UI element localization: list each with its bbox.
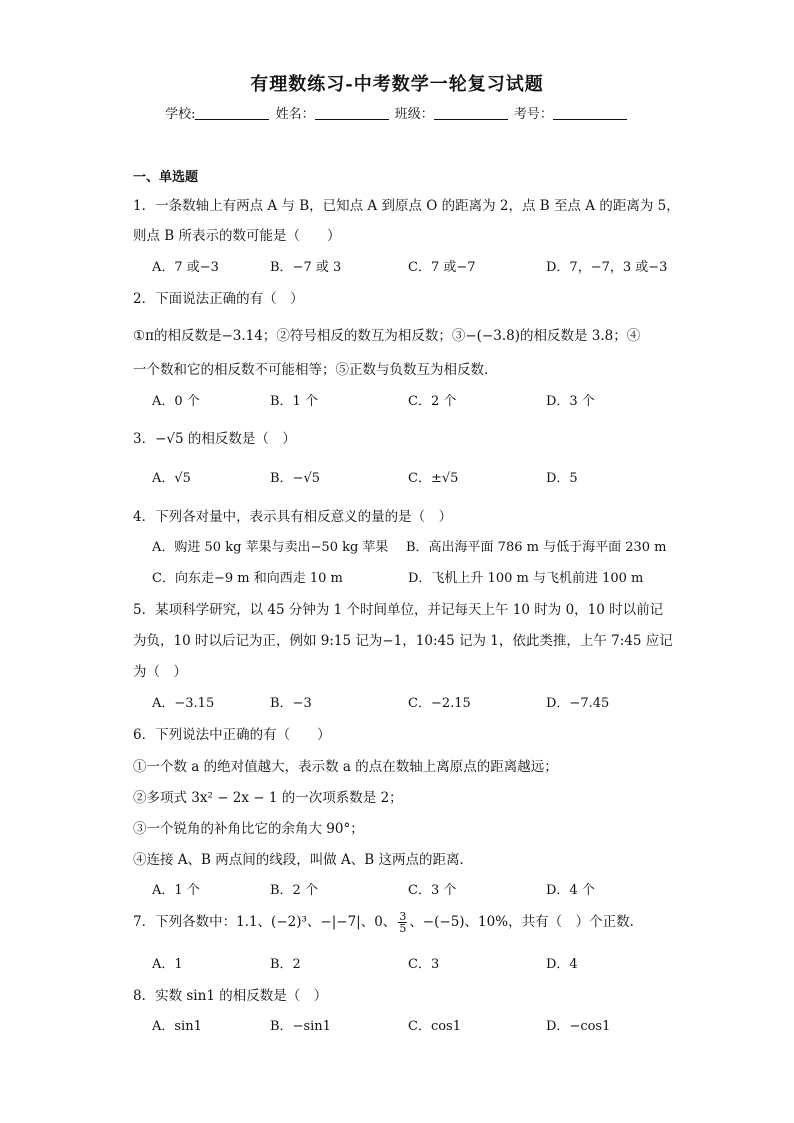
question-7-text-before: 7．下列各数中：1.1、(−2)³、−|−7|、0、 [133,914,397,930]
question-1-option-b: B．−7 或 3 [270,260,342,275]
question-7-option-a: A．1 [152,957,183,972]
question-6-line-4: ③一个锐角的补角比它的余角大 90°； [133,821,364,837]
question-2-line-2: ①π的相反数是−3.14；②符号相反的数互为相反数；③−(−3.8)的相反数是 3.8；④ [133,328,641,344]
school-label: 学校: [165,107,196,122]
question-5-option-a: A．−3.15 [152,696,215,711]
student-info-row [0,103,794,122]
question-4-line-1: 4．下列各对量中，表示具有相反意义的量的是（ ） [133,509,453,525]
question-6-option-a: A．1 个 [152,883,200,898]
question-4-option-d: D．飞机上升 100 m 与飞机前进 100 m [408,571,644,586]
question-2-option-d: D．3 个 [546,394,595,409]
class-label: 班级： [394,107,434,122]
section-heading: 一、单选题 [133,170,199,185]
question-3-option-d: D．5 [546,471,578,486]
question-7-option-b: B．2 [270,957,301,972]
question-3-option-b: B．−√5 [270,471,321,486]
question-4-option-a: A．购进 50 kg 苹果与卖出−50 kg 苹果 [152,540,389,555]
question-8-option-a: A．sin1 [152,1019,202,1034]
question-7-line-1 [133,910,643,934]
question-7-text-after: 、−(−5)、10%，共有（ ）个正数． [409,914,644,930]
question-8-option-b: B．−sin1 [270,1019,331,1034]
fraction-numerator: 3 [399,910,407,923]
name-label: 姓名： [275,107,315,122]
question-6-line-5: ④连接 A、B 两点间的线段，叫做 A、B 这两点的距离． [133,852,474,868]
question-4-option-b: B．高出海平面 786 m 与低于海平面 230 m [406,540,667,555]
fraction-denominator: 5 [399,922,407,935]
question-8-line-1: 8．实数 sin1 的相反数是（ ） [133,988,328,1004]
question-3-option-c: C．±√5 [408,471,459,486]
question-1-option-a: A．7 或−3 [152,260,219,275]
question-1-option-d: D．7，−7，3 或−3 [546,260,668,275]
question-2-option-c: C．2 个 [408,394,457,409]
name-field[interactable] [315,107,389,120]
question-6-option-d: D．4 个 [546,883,595,898]
question-1-line-1: 1．一条数轴上有两点 A 与 B，已知点 A 到原点 O 的距离为 2，点 B 至点 A 的距离为 5， [133,198,680,214]
question-6-line-1: 6．下列说法中正确的有（ ） [133,727,331,743]
question-2-option-b: B．1 个 [270,394,318,409]
question-5-line-1: 5．某项科学研究，以 45 分钟为 1 个时间单位，并记每天上午 10 时为 0，10 时以前记 [133,602,664,618]
question-5-line-2: 为负，10 时以后记为正，例如 9:15 记为−1，10:45 记为 1，依此类推，上午 7:45 应记 [133,633,673,649]
question-5-line-3: 为（ ） [133,664,187,680]
question-4-option-c: C．向东走−9 m 和向西走 10 m [152,571,343,586]
question-5-option-c: C．−2.15 [408,696,471,711]
question-6-line-2: ①一个数 a 的绝对值越大，表示数 a 的点在数轴上离原点的距离越远； [133,759,558,775]
question-3-option-a: A．√5 [152,471,191,486]
question-7-option-c: C．3 [408,957,440,972]
question-3-line-1: 3．−√5 的相反数是（ ） [133,431,296,447]
question-6-line-3: ②多项式 3x² − 2x − 1 的一次项系数是 2； [133,790,403,806]
exam-number-label: 考号： [513,107,553,122]
question-1-option-c: C．7 或−7 [408,260,476,275]
question-7-option-d: D．4 [546,957,578,972]
question-6-option-c: C．3 个 [408,883,457,898]
question-8-option-d: D．−cos1 [546,1019,611,1034]
page-title: 有理数练习-中考数学一轮复习试题 [250,74,544,95]
question-2-option-a: A．0 个 [152,394,200,409]
question-2-line-1: 2．下面说法正确的有（ ） [133,291,304,307]
class-field[interactable] [434,107,508,120]
question-5-option-d: D．−7.45 [546,696,610,711]
question-8-option-c: C．cos1 [408,1019,461,1034]
exam-number-field[interactable] [553,107,627,120]
question-2-line-3: 一个数和它的相反数不可能相等；⑤正数与负数互为相反数． [133,362,498,378]
question-7-fraction [398,911,407,934]
question-6-option-b: B．2 个 [270,883,318,898]
question-5-option-b: B．−3 [270,696,312,711]
school-field[interactable] [195,107,269,120]
question-1-line-2: 则点 B 所表示的数可能是（ ） [133,228,341,244]
